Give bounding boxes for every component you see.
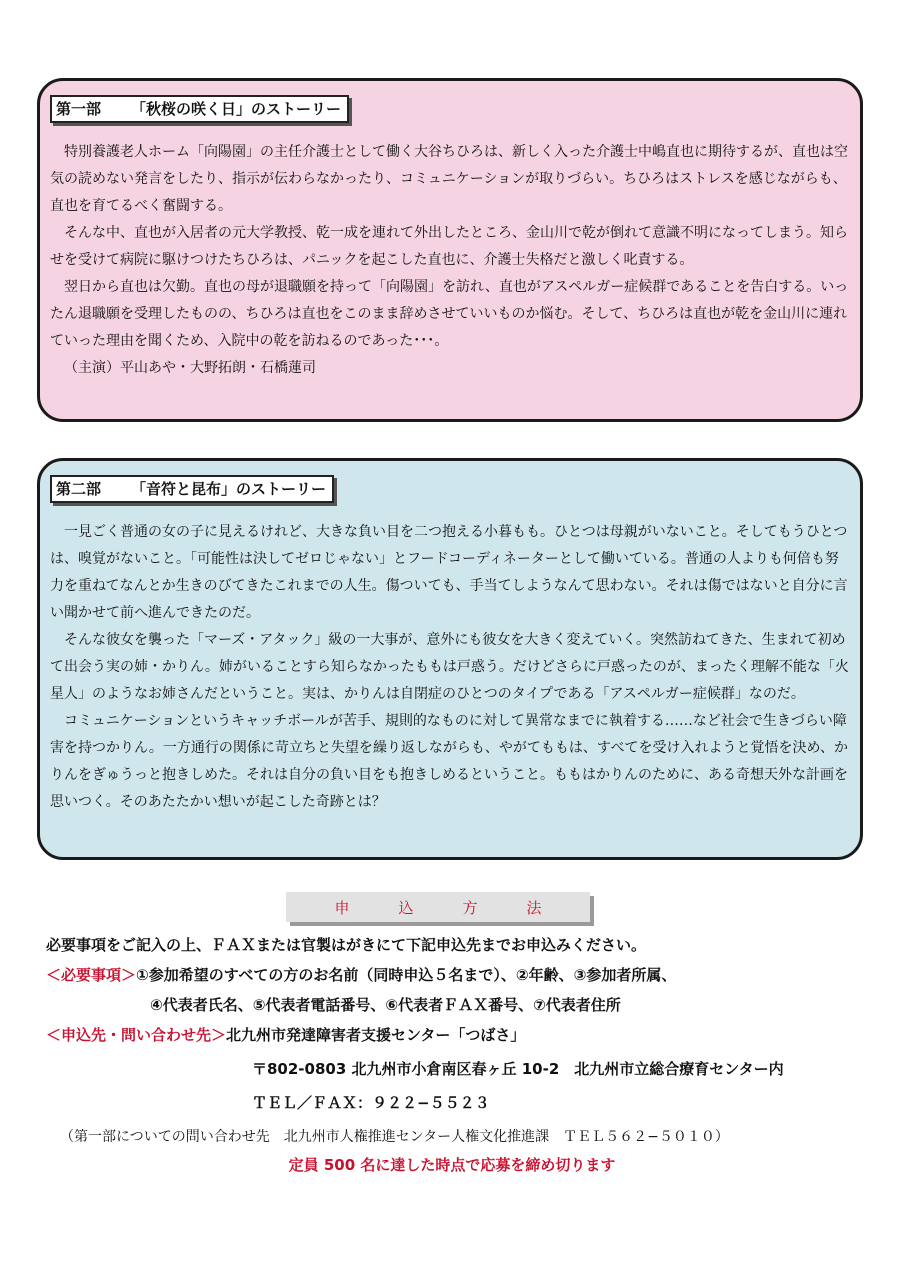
deadline-notice: 定員 500 名に達した時点で応募を締め切ります <box>288 1156 616 1174</box>
part1-title <box>50 95 349 123</box>
part2-story-box <box>37 458 863 860</box>
label-char: 込 <box>398 898 414 917</box>
part2-paragraph: コミュニケーションというキャッチボールが苦手、規則的なものに対して異常なまでに執着する……など社会で生きづらい障害を持つかりん。一方通行の関係に苛立ちと失望を繰り返しながらも、やがてももは、すべてを受け入れようと覚悟を決め、かりんをぎゅうっと抱きしめた。それは自分の負い目をも抱きしめるということ。ももはかりんのために、ある奇想天外な計画を思いつく。そのあたたかい想いが起こした奇跡とは？ <box>50 713 848 810</box>
part1-title-name: 「秋桜の咲く日」のストーリー <box>131 100 342 118</box>
part2-title <box>50 475 334 503</box>
part1-paragraph: そんな中、直也が入居者の元大学教授、乾一成を連れて外出したところ、金山川で乾が倒れて意識不明になってしまう。知らせを受けて病院に駆けつけたちひろは、パニックを起こした直也に、介護士失格だと激しく叱責する。 <box>50 225 848 268</box>
contact-line <box>46 1020 525 1050</box>
requirements-label: ＜必要事項＞ <box>46 966 137 984</box>
part1-paragraph: 特別養護老人ホーム「向陽園」の主任介護士として働く大谷ちひろは、新しく入った介護士中嶋直也に期待するが、直也は空気の読めない発言をしたり、指示が伝わらなかったり、コミュニケーションが取りづらい。ちひろはストレスを感じながらも、直也を育てるべく奮闘する。 <box>50 144 848 214</box>
part1-cast: （主演）平山あや・大野拓朗・石橋蓮司 <box>64 360 316 376</box>
requirements-line1 <box>46 960 676 990</box>
label-char: 申 <box>334 898 350 917</box>
part1-story-box <box>37 78 863 422</box>
part2-body <box>50 519 850 816</box>
contact-telfax: ＴＥＬ／ＦＡＸ：９２２−５５２３ <box>252 1094 490 1112</box>
part2-title-name: 「音符と昆布」のストーリー <box>131 480 327 498</box>
part2-title-part: 第二部 <box>56 480 102 498</box>
contact-label: ＜申込先・問い合わせ先＞ <box>46 1026 227 1044</box>
requirements-line2: ④代表者氏名、⑤代表者電話番号、⑥代表者ＦＡＸ番号、⑦代表者住所 <box>150 996 621 1014</box>
contact-name: 北九州市発達障害者支援センター「つばさ」 <box>226 1026 526 1044</box>
part1-body <box>50 139 850 382</box>
part2-paragraph: 一見ごく普通の女の子に見えるけれど、大きな負い目を二つ抱える小暮もも。ひとつは母親がいないこと。そしてもうひとつは、嗅覚がないこと。「可能性は決してゼロじゃない」とフードコーディネーターとして働いている。普通の人よりも何倍も努力を重ねてなんとか生きのびてきたこれまでの人生。傷ついても、手当てしようなんて思わない。それは傷ではないと自分に言い聞かせて前へ進んできたのだ。 <box>50 524 848 621</box>
part2-paragraph: そんな彼女を襲った「マーズ・アタック」級の一大事が、意外にも彼女を大きく変えていく。突然訪ねてきた、生まれて初めて出会う実の姉・かりん。姉がいることすら知らなかったももは戸惑う。だけどさらに戸惑ったのが、まったく理解不能な「火星人」のようなお姉さんだということ。実は、かりんは自閉症のひとつのタイプである「アスペルガー症候群」なのだ。 <box>50 632 849 702</box>
contact-address: 〒802-0803 北九州市小倉南区春ヶ丘 10-2 北九州市立総合療育センター内 <box>252 1060 784 1078</box>
part1-title-part: 第一部 <box>56 100 102 118</box>
requirements-text1: ①参加希望のすべての方のお名前（同時申込５名まで）、②年齢、③参加者所属、 <box>136 966 677 984</box>
label-char: 方 <box>462 898 478 917</box>
application-intro: 必要事項をご記入の上、ＦＡＸまたは官製はがきにて下記申込先までお申込みください。 <box>46 936 647 954</box>
label-char: 法 <box>526 898 542 917</box>
part1-contact-note: （第一部についての問い合わせ先 北九州市人権推進センター人権文化推進課 ＴＥＬ５６２−５０１０） <box>60 1129 729 1145</box>
part1-paragraph: 翌日から直也は欠勤。直也の母が退職願を持って「向陽園」を訪れ、直也がアスペルガー症候群であることを告白する。いったん退職願を受理したものの、ちひろは直也をこのまま辞めさせていいものか悩む。そして、ちひろは直也が乾を金山川に連れていった理由を聞くため、入院中の乾を訪ねるのであった･･･。 <box>50 279 849 349</box>
application-method-label <box>286 892 590 922</box>
